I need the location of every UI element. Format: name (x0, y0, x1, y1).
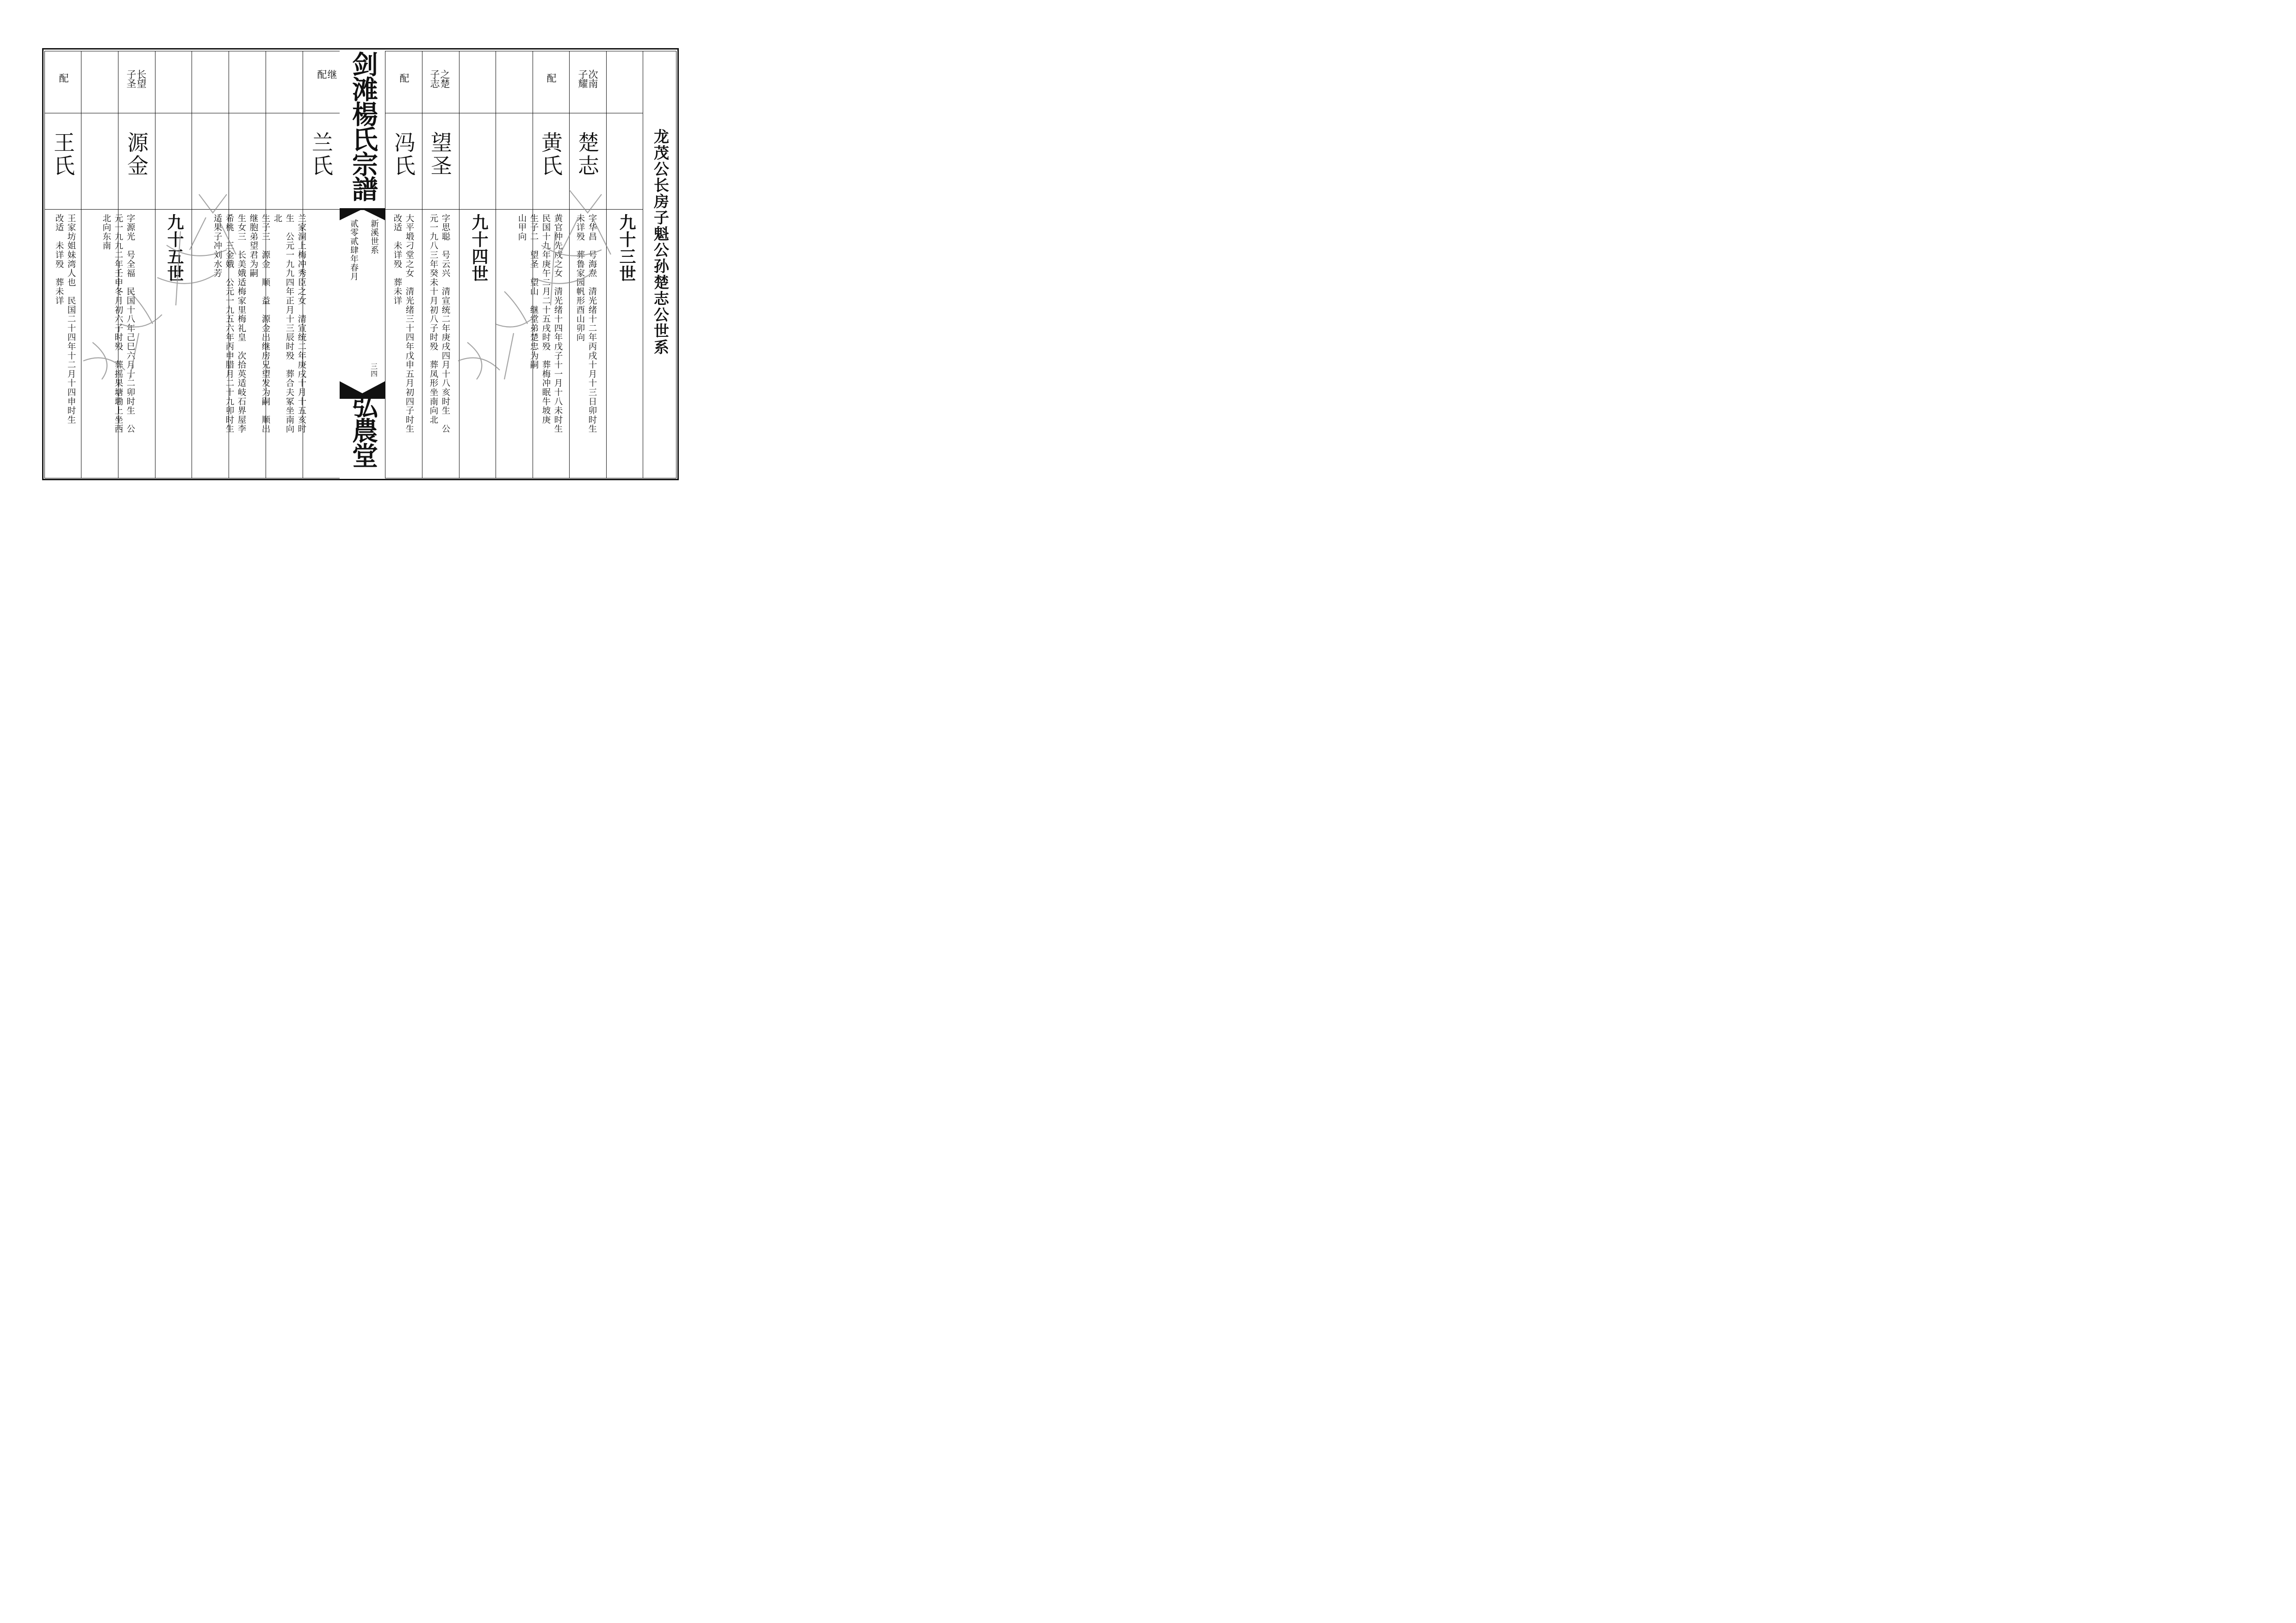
relation-feng: 配 (398, 73, 410, 82)
bio-wang: 王家坊姐妹湾人也 民国二十四年十二月十四申时生 改适 未详殁 葬未详 (54, 214, 76, 425)
page-title: 龙茂公长房子魁公孙楚志公世系 (652, 129, 670, 355)
relation-wang: 配 (58, 73, 69, 82)
spine-lineage: 新溪世系 (369, 219, 379, 254)
relation-huang: 配 (546, 73, 557, 82)
generation-95: 九十五世 (165, 214, 184, 282)
page-number: 三四 (370, 363, 378, 378)
name-yuanjin: 源金 (124, 131, 149, 178)
name-lan: 兰氏 (309, 131, 334, 178)
name-huang: 黄氏 (538, 131, 563, 178)
bio-huang: 黄官仲先戍之女 清光绪十四年戊子十一月十八未时生 民国十九年庚午二月二十五戌时殁 葬梅冲眠牛坡庚 生子二 望圣 望山 继堂弟楚忠为嗣 山甲向 (517, 214, 563, 434)
name-chuzhi: 楚志 (575, 131, 600, 178)
bio-yuanjin: 字源光 号全福 民国十八年己巳六月十二卯时生 公 元一九九二年壬申冬月初六子时殁 葬摇果塘墈上坐西 北向东南 (101, 214, 135, 434)
bio-chuzhi: 字华昌 号海焘 清光绪十二年丙戌十月十三日卯时生 未详殁 葬鲁家园帆形酉山卯向 (575, 214, 597, 434)
relation-lan: 继 配 (316, 69, 337, 79)
name-wangsheng: 望圣 (428, 131, 453, 178)
genealogy-book-title: 剑滩楊氏宗譜 (348, 51, 379, 201)
bio-feng: 大平塅刁堂之女 清光绪三十四年戊申五月初四子时生 改适 未详殁 葬未详 (392, 214, 414, 434)
name-feng: 冯氏 (391, 131, 416, 178)
spine-date: 贰零贰肆年春月 (349, 219, 359, 281)
generation-94: 九十四世 (469, 214, 489, 282)
hall-name: 弘農堂 (348, 392, 379, 467)
bio-wangsheng: 字思聪 号云兴 清宣统二年庚戌四月十八亥时生 公 元一九八三年癸未十月初八子时殁 葬凤形坐南向北 (428, 214, 450, 434)
bio-lan: 兰家洞上梅冲秀臣之女 清宣统二年庚戌十月十五亥时 生 公元一九九四年正月十三辰时殁 葬合夫冢坐南向 北 生子三 源金 顺 益 源金出继房兄望发为嗣 顺出 继胞弟望君为嗣 生女三 长美娥适梅家里梅礼皇 次拾英适岐石界屋李 希桃 三金娥 公元一九五六年丙申腊月二十九卯时生 适果子冲刘水芳 (212, 214, 306, 434)
name-wang: 王氏 (50, 131, 75, 178)
generation-93: 九十三世 (617, 214, 636, 282)
relation-yuanjin: 长望 子圣 (125, 69, 147, 88)
relation-chuzhi: 次南 子耀 (577, 69, 598, 88)
relation-wangsheng: 之楚 子志 (429, 69, 450, 88)
